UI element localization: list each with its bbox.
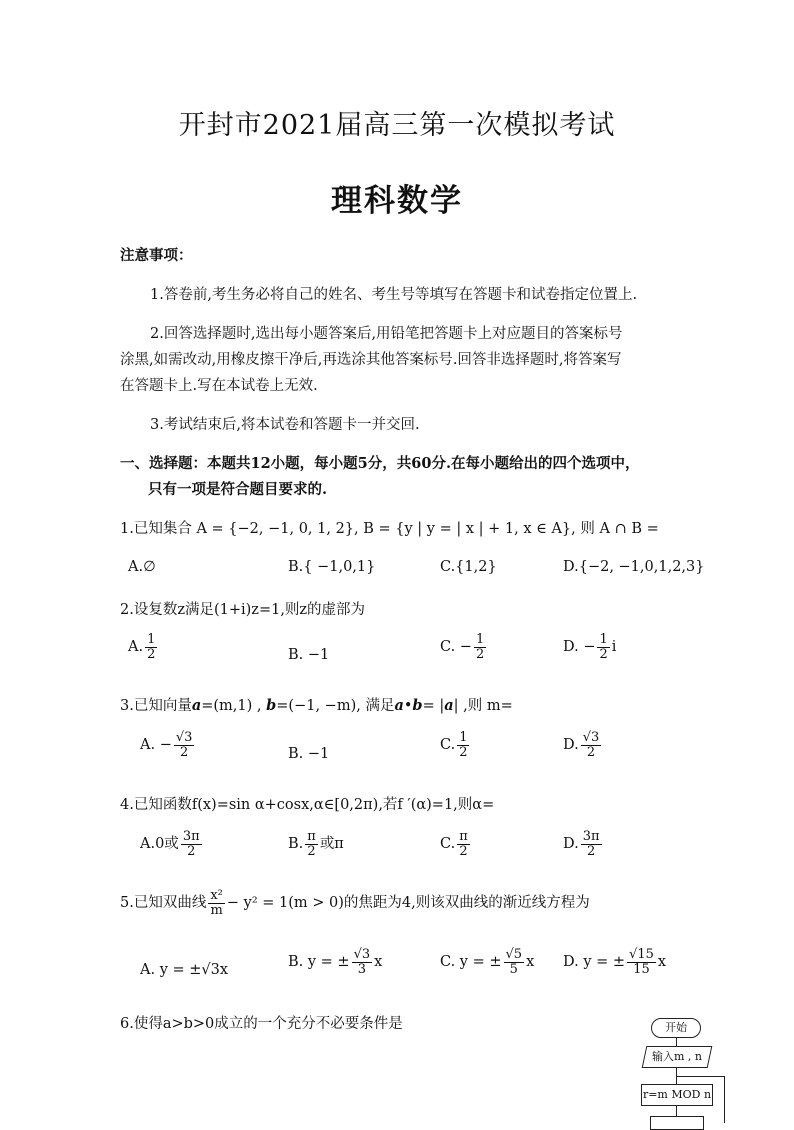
q5-option-a: A. y = ±√3x [140,962,229,978]
q3-option-d: D. $\frac{√3}{2}$ [563,730,600,760]
q3-option-a: A. − $\frac{√3}{2}$ [140,730,193,760]
flowchart-input-label: 输入m , n [651,1050,702,1063]
question-4-stem: 4.已知函数f(x)=sin α+cosx,α∈[0,2π),若f ′(α)=1,则α= [120,797,495,813]
q1-option-d: D.{−2, −1,0,1,2,3} [563,559,705,575]
q1-option-a: A.∅ [128,559,156,575]
q1-option-b: B.{ −1,0,1} [288,559,376,575]
notice-item-1: 1.答卷前,考生务必将自己的姓名、考生号等填写在答题卡和试卷指定位置上. [150,287,638,303]
q5-option-b: B. y = ± $\frac{√3}{3}$ x [288,947,383,977]
question-3-stem: 3.已知向量a=(m,1) , b=(−1, −m), 满足a•b= |a| ,则 m= [120,697,513,714]
q4-option-a: A.0或 $\frac{3\pi}{2}$ [140,829,200,859]
question-1-stem: 1.已知集合 A = {−2, −1, 0, 1, 2}, B = {y | y = | x | + 1, x ∈ A}, 则 A ∩ B = [120,521,659,537]
notice-item-2-line-2: 涂黑,如需改动,用橡皮擦干净后,再选涂其他答案标号.回答非选择题时,将答案写 [120,352,622,368]
question-5-stem: 5.已知双曲线 $\frac{\text{x²}}{m}$ − y² = 1(m > 0)的焦距为4,则该双曲线的渐近线方程为 [120,888,590,918]
flowchart-process: r=m MOD n [641,1084,713,1106]
notice-heading: 注意事项： [120,247,193,264]
q4-option-b: B. $\frac{\pi}{2}$ 或π [288,829,344,859]
question-2-stem: 2.设复数z满足(1+i)z=1,则z的虚部为 [120,602,366,618]
question-6-stem: 6.使得a>b>0成立的一个充分不必要条件是 [120,1016,403,1032]
flowchart-loop-line [676,1076,724,1077]
exam-title: 开封市2021届高三第一次模拟考试 [178,110,616,141]
q1-option-c: C.{1,2} [440,559,497,575]
subject-title: 理科数学 [331,183,463,219]
notice-item-2-line-1: 2.回答选择题时,选出每小题答案后,用铅笔把答题卡上对应题目的答案标号 [150,326,623,342]
q2-option-c: C. − $\frac{1}{2}$ [440,632,485,662]
section-heading-line-1: 一、选择题：本题共12小题，每小题5分，共60分.在每小题给出的四个选项中， [120,455,640,472]
flowchart-start: 开始 [651,1018,701,1038]
q5-option-d: D. y = ± $\frac{√15}{15}$ x [563,947,667,977]
q2-option-b: B. −1 [288,647,330,663]
section-heading-line-2: 只有一项是符合题目要求的. [148,481,328,498]
notice-item-2-line-3: 在答题卡上.写在本试卷上无效. [120,378,318,394]
flowchart-arrow [676,1106,677,1116]
q2-option-a: A. $\frac{1}{2}$ [128,632,156,662]
q2-option-d: D. − $\frac{1}{2}$ i [563,632,617,662]
flowchart-next-node [650,1116,704,1130]
flowchart-arrow [676,1038,677,1046]
flowchart-input [642,1046,713,1068]
q4-option-d: D. $\frac{3\pi}{2}$ [563,829,600,859]
q3-option-c: C. $\frac{1}{2}$ [440,730,468,760]
q3-option-b: B. −1 [288,746,330,762]
q4-option-c: C. $\frac{\pi}{2}$ [440,829,468,859]
q5-option-c: C. y = ± $\frac{√5}{5}$ x [440,947,535,977]
flowchart-loop-line [724,1076,725,1123]
notice-item-3: 3.考试结束后,将本试卷和答题卡一并交回. [150,417,420,433]
